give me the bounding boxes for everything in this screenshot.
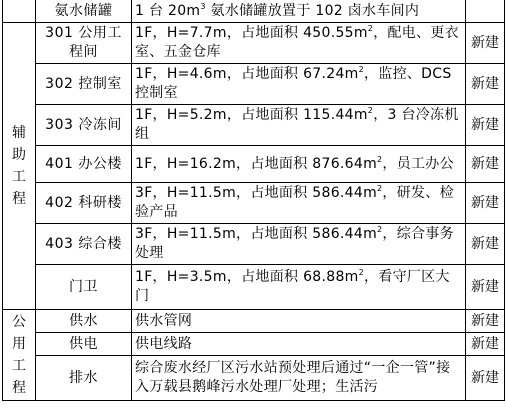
category-cell <box>3 0 36 23</box>
item-description <box>132 64 466 105</box>
table-row <box>3 356 505 401</box>
unit-exponent: 2 <box>358 268 364 277</box>
description-text: ，看守厂区大门 <box>135 269 450 304</box>
category-label: 公用工程 <box>12 314 26 396</box>
item-status: 新建 <box>466 224 505 265</box>
description-text: 1F，H=7.7m，占地面积 450.55m <box>135 25 368 41</box>
item-status <box>466 0 505 23</box>
item-description <box>132 183 466 224</box>
item-name: 排水 <box>36 356 132 401</box>
item-description <box>132 310 466 333</box>
description-text: ，研发、检验产品 <box>135 185 454 220</box>
description-text: 1F，H=3.5m，占地面积 68.88m <box>135 269 359 285</box>
project-composition-table <box>2 0 505 401</box>
item-name: 403 综合楼 <box>36 224 132 265</box>
item-description <box>132 146 466 183</box>
table-row <box>3 105 505 146</box>
item-name: 氨水储罐 <box>36 0 132 23</box>
description-text: 1F，H=5.2m，占地面积 115.44m <box>135 107 368 123</box>
unit-exponent: 3 <box>200 1 206 11</box>
table-row <box>3 224 505 265</box>
unit-exponent: 2 <box>377 225 383 234</box>
description-text: ，综合事务处理 <box>135 226 454 261</box>
description-text: 供水管网 <box>135 312 193 329</box>
description-text: ，3 台冷冻机组 <box>135 107 459 142</box>
item-name: 302 控制室 <box>36 64 132 105</box>
category-label: 辅助工程 <box>12 125 26 207</box>
item-description <box>132 265 466 310</box>
item-description <box>132 333 466 356</box>
description-text: 1F，H=16.2m，占地面积 876.64m <box>135 155 378 172</box>
item-status: 新建 <box>466 333 505 356</box>
item-description <box>132 0 466 23</box>
table-row <box>3 310 505 333</box>
item-status: 新建 <box>466 183 505 224</box>
description-text: 3F，H=11.5m，占地面积 586.44m <box>135 226 378 242</box>
category-cell <box>3 23 36 310</box>
item-status: 新建 <box>466 146 505 183</box>
table-row <box>3 0 505 23</box>
item-name: 门卫 <box>36 265 132 310</box>
unit-exponent: 2 <box>377 154 383 164</box>
item-name: 402 科研楼 <box>36 183 132 224</box>
item-name: 401 办公楼 <box>36 146 132 183</box>
item-description <box>132 224 466 265</box>
category-cell <box>3 310 36 401</box>
item-description <box>132 23 466 64</box>
item-description <box>132 105 466 146</box>
description-text: 供电线路 <box>135 335 193 352</box>
item-name: 供水 <box>36 310 132 333</box>
item-name: 303 冷冻间 <box>36 105 132 146</box>
item-name: 供电 <box>36 333 132 356</box>
item-status: 新建 <box>466 356 505 401</box>
description-text: 综合废水经厂区污水站预处理后通过“一企一管”接入万载县鹅峰污水处理厂处理；生活污 <box>135 360 451 395</box>
description-text: ，监控、DCS 控制室 <box>135 66 452 101</box>
unit-exponent: 2 <box>367 106 374 115</box>
item-status: 新建 <box>466 265 505 310</box>
unit-exponent: 2 <box>367 24 374 33</box>
item-status: 新建 <box>466 23 505 64</box>
table-row <box>3 333 505 356</box>
item-status: 新建 <box>466 64 505 105</box>
description-text: 氨水储罐放置于 102 卤水车间内 <box>205 2 420 19</box>
item-description <box>132 356 466 401</box>
table-row <box>3 146 505 183</box>
table-row <box>3 64 505 105</box>
item-name: 301 公用工程间 <box>36 23 132 64</box>
description-text: 3F，H=11.5m，占地面积 586.44m <box>135 185 378 201</box>
table-row <box>3 23 505 64</box>
description-text: 1F，H=4.6m，占地面积 67.24m <box>135 66 359 82</box>
unit-exponent: 2 <box>358 65 364 74</box>
unit-exponent: 2 <box>377 184 383 193</box>
item-status: 新建 <box>466 105 505 146</box>
item-status: 新建 <box>466 310 505 333</box>
table-row <box>3 265 505 310</box>
description-text: ，员工办公 <box>382 155 454 172</box>
table-row <box>3 183 505 224</box>
description-text: 1 台 20m <box>135 2 201 19</box>
description-text: ，配电、更衣室、五金仓库 <box>135 25 459 60</box>
